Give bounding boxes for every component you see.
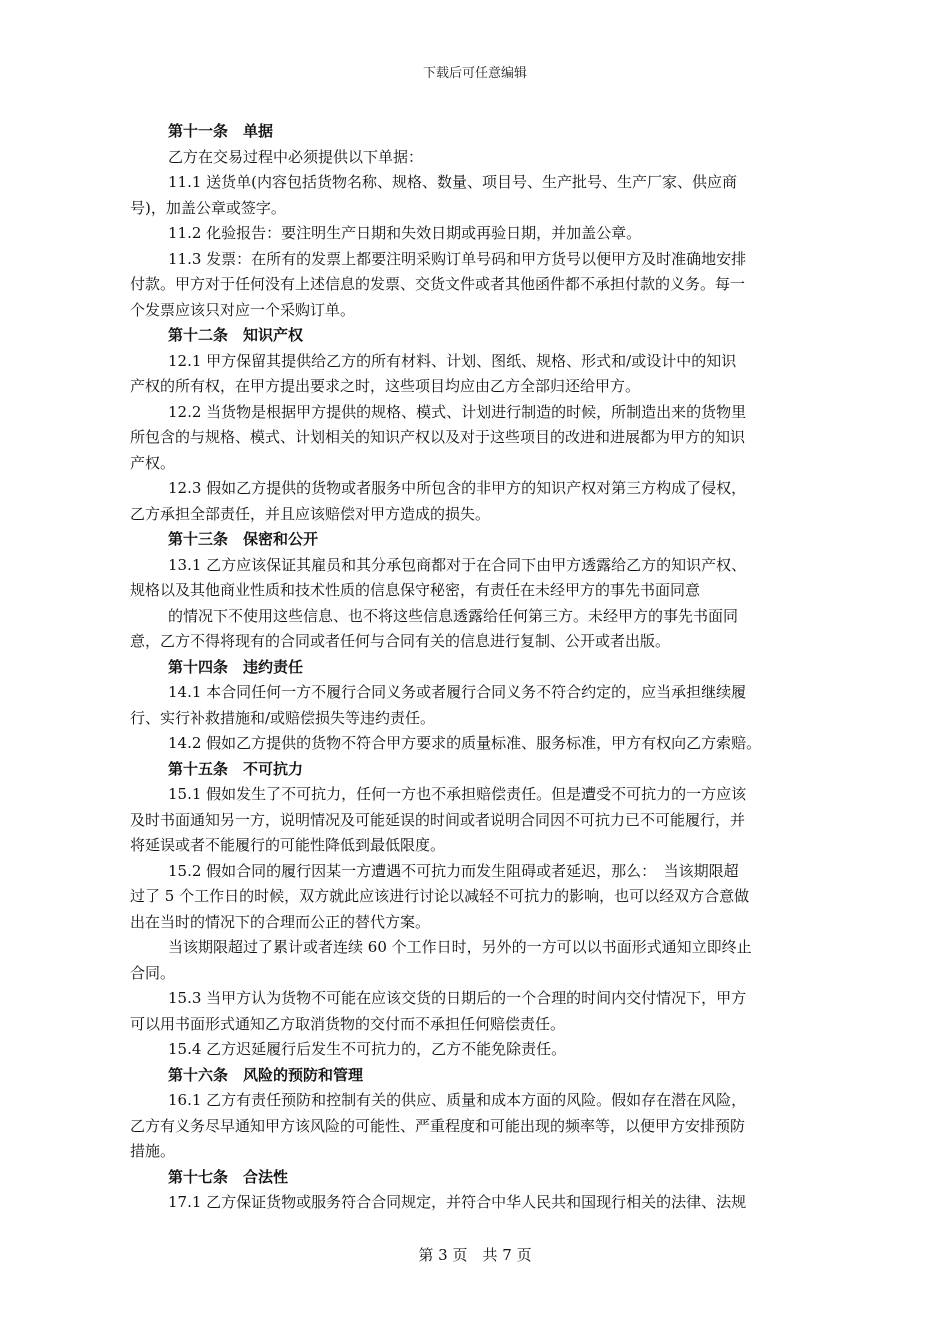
paragraph-line: 号)，加盖公章或签字。 bbox=[130, 198, 286, 217]
paragraph-line: 当该期限超过了累计或者连续 60 个工作日时，另外的一方可以以书面形式通知立即终止 bbox=[168, 938, 752, 956]
paragraph-line: 行、实行补救措施和/或赔偿损失等违约责任。 bbox=[130, 708, 436, 727]
paragraph-line: 付款。甲方对于任何没有上述信息的发票、交货文件或者其他函件都不承担付款的义务。每一 bbox=[130, 275, 746, 293]
paragraph-line: 14.2 假如乙方提供的货物不符合甲方要求的质量标准、服务标准，甲方有权向乙方索赔。 bbox=[168, 734, 762, 752]
paragraph-line: 11.1 送货单(内容包括货物名称、规格、数量、项目号、生产批号、生产厂家、供应商 bbox=[168, 173, 738, 191]
paragraph-line: 产权。 bbox=[130, 453, 176, 472]
paragraph-line: 16.1 乙方有责任预防和控制有关的供应、质量和成本方面的风险。假如存在潜在风险， bbox=[168, 1091, 747, 1109]
paragraph-line: 规格以及其他商业性质和技术性质的信息保守秘密，有责任在未经甲方的事先书面同意 bbox=[130, 581, 701, 599]
paragraph-line: 乙方有义务尽早通知甲方该风险的可能性、严重程度和可能出现的频率等，以便甲方安排预防 bbox=[130, 1116, 746, 1135]
section-heading: 第十三条 保密和公开 bbox=[168, 530, 319, 548]
section-heading: 第十七条 合法性 bbox=[168, 1167, 289, 1186]
paragraph-line: 合同。 bbox=[130, 963, 176, 982]
document-body bbox=[130, 119, 822, 1216]
paragraph-line: 可以用书面形式通知乙方取消货物的交付而不承担任何赔偿责任。 bbox=[130, 1014, 566, 1033]
paragraph-line: 14.1 本合同任何一方不履行合同义务或者履行合同义务不符合约定的，应当承担继续履 bbox=[168, 683, 747, 701]
section-heading: 第十四条 违约责任 bbox=[168, 657, 304, 676]
paragraph-line: 11.3 发票：在所有的发票上都要注明采购订单号码和甲方货号以便甲方及时准确地安排 bbox=[168, 249, 747, 268]
paragraph-line: 所包含的与规格、模式、计划相关的知识产权以及对于这些项目的改进和进展都为甲方的知识 bbox=[130, 428, 746, 446]
paragraph-line: 意，乙方不得将现有的合同或者任何与合同有关的信息进行复制、公开或者出版。 bbox=[130, 632, 671, 650]
paragraph-line: 13.1 乙方应该保证其雇员和其分承包商都对于在合同下由甲方透露给乙方的知识产权、 bbox=[168, 555, 747, 574]
paragraph-line: 乙方承担全部责任，并且应该赔偿对甲方造成的损失。 bbox=[130, 504, 491, 523]
paragraph-line: 12.2 当货物是根据甲方提供的规格、模式、计划进行制造的时候，所制造出来的货物里 bbox=[168, 402, 747, 421]
paragraph-line: 15.3 当甲方认为货物不可能在应该交货的日期后的一个合理的时间内交付情况下，甲方 bbox=[168, 989, 747, 1007]
page-footer: 第 3 页 共 7 页 bbox=[418, 1246, 532, 1264]
section-heading: 第十二条 知识产权 bbox=[168, 326, 304, 344]
paragraph-line: 产权的所有权，在甲方提出要求之时，这些项目均应由乙方全部归还给甲方。 bbox=[130, 377, 641, 395]
paragraph-line: 个发票应该只对应一个采购订单。 bbox=[130, 300, 356, 319]
paragraph-line: 15.1 假如发生了不可抗力，任何一方也不承担赔偿责任。但是遭受不可抗力的一方应该 bbox=[168, 785, 747, 803]
page-header: 下载后可任意编辑 bbox=[422, 66, 527, 81]
paragraph-line: 12.1 甲方保留其提供给乙方的所有材料、计划、图纸、规格、形式和/或设计中的知识 bbox=[168, 351, 737, 370]
paragraph-line: 12.3 假如乙方提供的货物或者服务中所包含的非甲方的知识产权对第三方构成了侵权， bbox=[168, 479, 747, 497]
paragraph-line: 的情况下不使用这些信息、也不将这些信息透露给任何第三方。未经甲方的事先书面同 bbox=[168, 606, 739, 625]
paragraph-line: 乙方在交易过程中必须提供以下单据： bbox=[168, 147, 424, 166]
paragraph-line: 17.1 乙方保证货物或服务符合合同规定，并符合中华人民共和国现行相关的法律、法规 bbox=[168, 1193, 747, 1211]
paragraph-line: 出在当时的情况下的合理而公正的替代方案。 bbox=[130, 912, 431, 931]
paragraph-line: 过了 5 个工作日的时候，双方就此应该进行讨论以减轻不可抗力的影响，也可以经双方合意做 bbox=[130, 887, 750, 905]
section-heading: 第十五条 不可抗力 bbox=[168, 759, 304, 778]
paragraph-line: 将延误或者不能履行的可能性降低到最低限度。 bbox=[130, 836, 446, 854]
section-heading: 第十六条 风险的预防和管理 bbox=[168, 1065, 364, 1084]
paragraph-line: 15.4 乙方迟延履行后发生不可抗力的，乙方不能免除责任。 bbox=[168, 1040, 567, 1058]
section-heading: 第十一条 单据 bbox=[168, 122, 274, 140]
paragraph-line: 及时书面通知另一方，说明情况及可能延误的时间或者说明合同因不可抗力已不可能履行，并 bbox=[130, 810, 746, 829]
paragraph-line: 措施。 bbox=[130, 1142, 176, 1160]
paragraph-line: 11.2 化验报告：要注明生产日期和失效日期或再验日期，并加盖公章。 bbox=[168, 224, 642, 242]
paragraph-line: 15.2 假如合同的履行因某一方遭遇不可抗力而发生阻碍或者延迟，那么： 当该期限超 bbox=[168, 861, 739, 880]
